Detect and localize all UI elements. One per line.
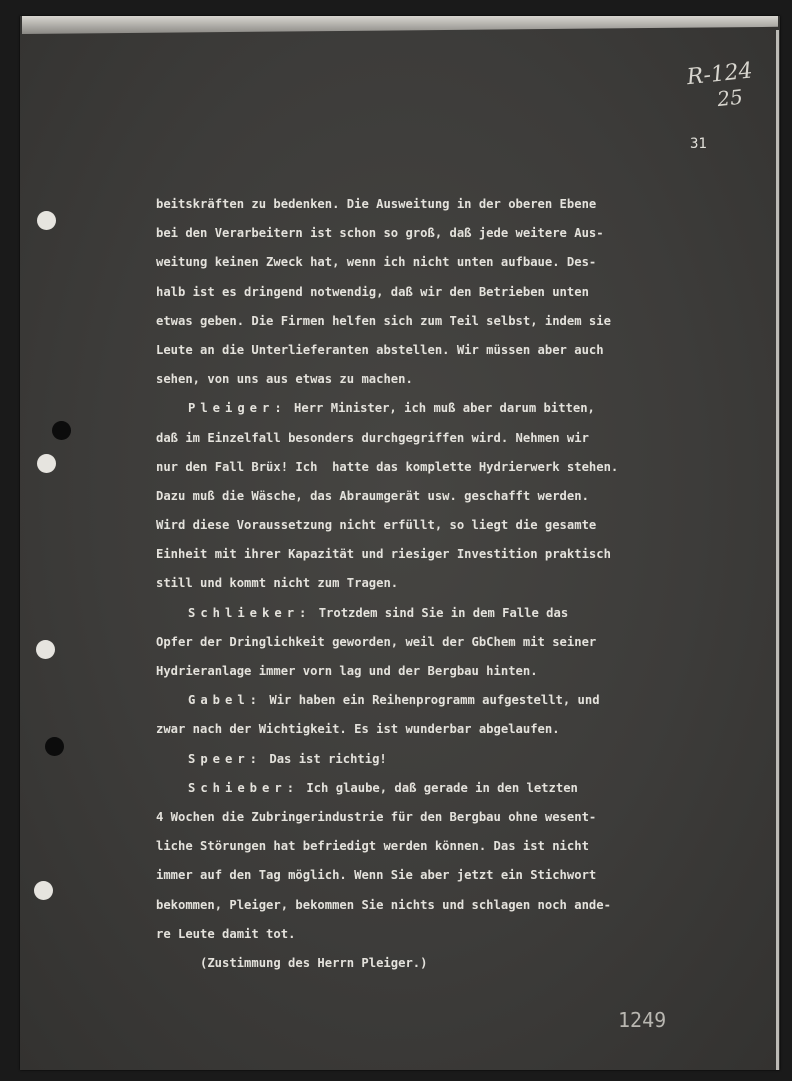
doc-ref-line1: R-124 xyxy=(685,58,754,91)
text-line: weitung keinen Zweck hat, wenn ich nicht unten aufbaue. Des- xyxy=(156,255,597,270)
text-line: Dazu muß die Wäsche, das Abraumgerät usw. geschafft werden. xyxy=(156,488,589,503)
speaker-paragraph-schlieker xyxy=(156,599,716,628)
text-line: 4 Wochen die Zubringerindustrie für den Bergbau ohne wesent- xyxy=(156,809,597,824)
handwritten-document-reference xyxy=(686,58,771,114)
page-number: 31 xyxy=(690,136,707,152)
text-line: still und kommt nicht zum Tragen. xyxy=(156,576,399,591)
speaker-name: Pleiger: xyxy=(188,401,287,416)
punch-hole xyxy=(34,881,53,900)
text-line: bekommen, Pleiger, bekommen Sie nichts und schlagen noch ande- xyxy=(156,897,611,912)
text-line: halb ist es dringend notwendig, daß wir den Betrieben unten xyxy=(156,284,589,299)
speaker-paragraph-speer xyxy=(156,745,716,774)
text-line: nur den Fall Brüx! Ich hatte das komplette Hydrierwerk stehen. xyxy=(156,459,619,474)
text-line: Hydrieranlage immer vorn lag und der Bergbau hinten. xyxy=(156,664,538,678)
punch-hole xyxy=(45,737,64,756)
speech-text: Das ist richtig! xyxy=(262,751,387,766)
text-line: sehen, von uns aus etwas zu machen. xyxy=(156,372,413,387)
speech-text: Wir haben ein Reihenprogramm aufgestellt, und xyxy=(262,693,600,708)
speaker-paragraph-schieber xyxy=(156,774,716,803)
speaker-name: Schieber: xyxy=(188,780,300,795)
speech-text: Herr Minister, ich muß aber darum bitten, xyxy=(286,401,595,416)
text-line: Opfer der Dringlichkeit geworden, weil der GbChem mit seiner xyxy=(156,634,597,649)
closing-remark: (Zustimmung des Herrn Pleiger.) xyxy=(200,955,428,970)
text-line: beitskräften zu bedenken. Die Ausweitung in der oberen Ebene xyxy=(156,197,597,211)
text-line: zwar nach der Wichtigkeit. Es ist wunderbar abgelaufen. xyxy=(156,722,560,737)
text-line: liche Störungen hat befriedigt werden können. Das ist nicht xyxy=(156,839,589,854)
speaker-name: Schlieker: xyxy=(188,605,312,620)
speaker-paragraph-gabel xyxy=(156,686,716,715)
speaker-name: Gabel: xyxy=(188,693,263,708)
doc-ref-line2: 25 xyxy=(716,84,744,112)
punch-hole xyxy=(37,211,56,230)
speaker-name: Speer: xyxy=(188,751,263,766)
text-line: Wird diese Voraussetzung nicht erfüllt, so liegt die gesamte xyxy=(156,518,597,533)
text-line: immer auf den Tag möglich. Wenn Sie aber jetzt ein Stichwort xyxy=(156,868,597,883)
text-line: etwas geben. Die Firmen helfen sich zum Teil selbst, indem sie xyxy=(156,313,611,328)
text-line: Einheit mit ihrer Kapazität und riesiger Investition praktisch xyxy=(156,547,611,562)
speech-text: Trotzdem sind Sie in dem Falle das xyxy=(311,605,569,620)
speech-text: Ich glaube, daß gerade in den letzten xyxy=(299,780,578,795)
text-line: Leute an die Unterlieferanten abstellen. Wir müssen aber auch xyxy=(156,342,604,357)
speaker-paragraph-pleiger xyxy=(156,394,716,423)
transcript-body xyxy=(156,190,716,978)
punch-hole xyxy=(52,421,71,440)
punch-hole xyxy=(37,454,56,473)
punch-hole xyxy=(36,640,55,659)
page-right-edge xyxy=(776,30,779,1070)
text-line: re Leute damit tot. xyxy=(156,926,296,941)
stamp-number: 1249 xyxy=(618,1008,667,1032)
text-line: bei den Verarbeitern ist schon so groß, daß jede weitere Aus- xyxy=(156,226,604,241)
text-line: daß im Einzelfall besonders durchgegriffen wird. Nehmen wir xyxy=(156,430,589,445)
